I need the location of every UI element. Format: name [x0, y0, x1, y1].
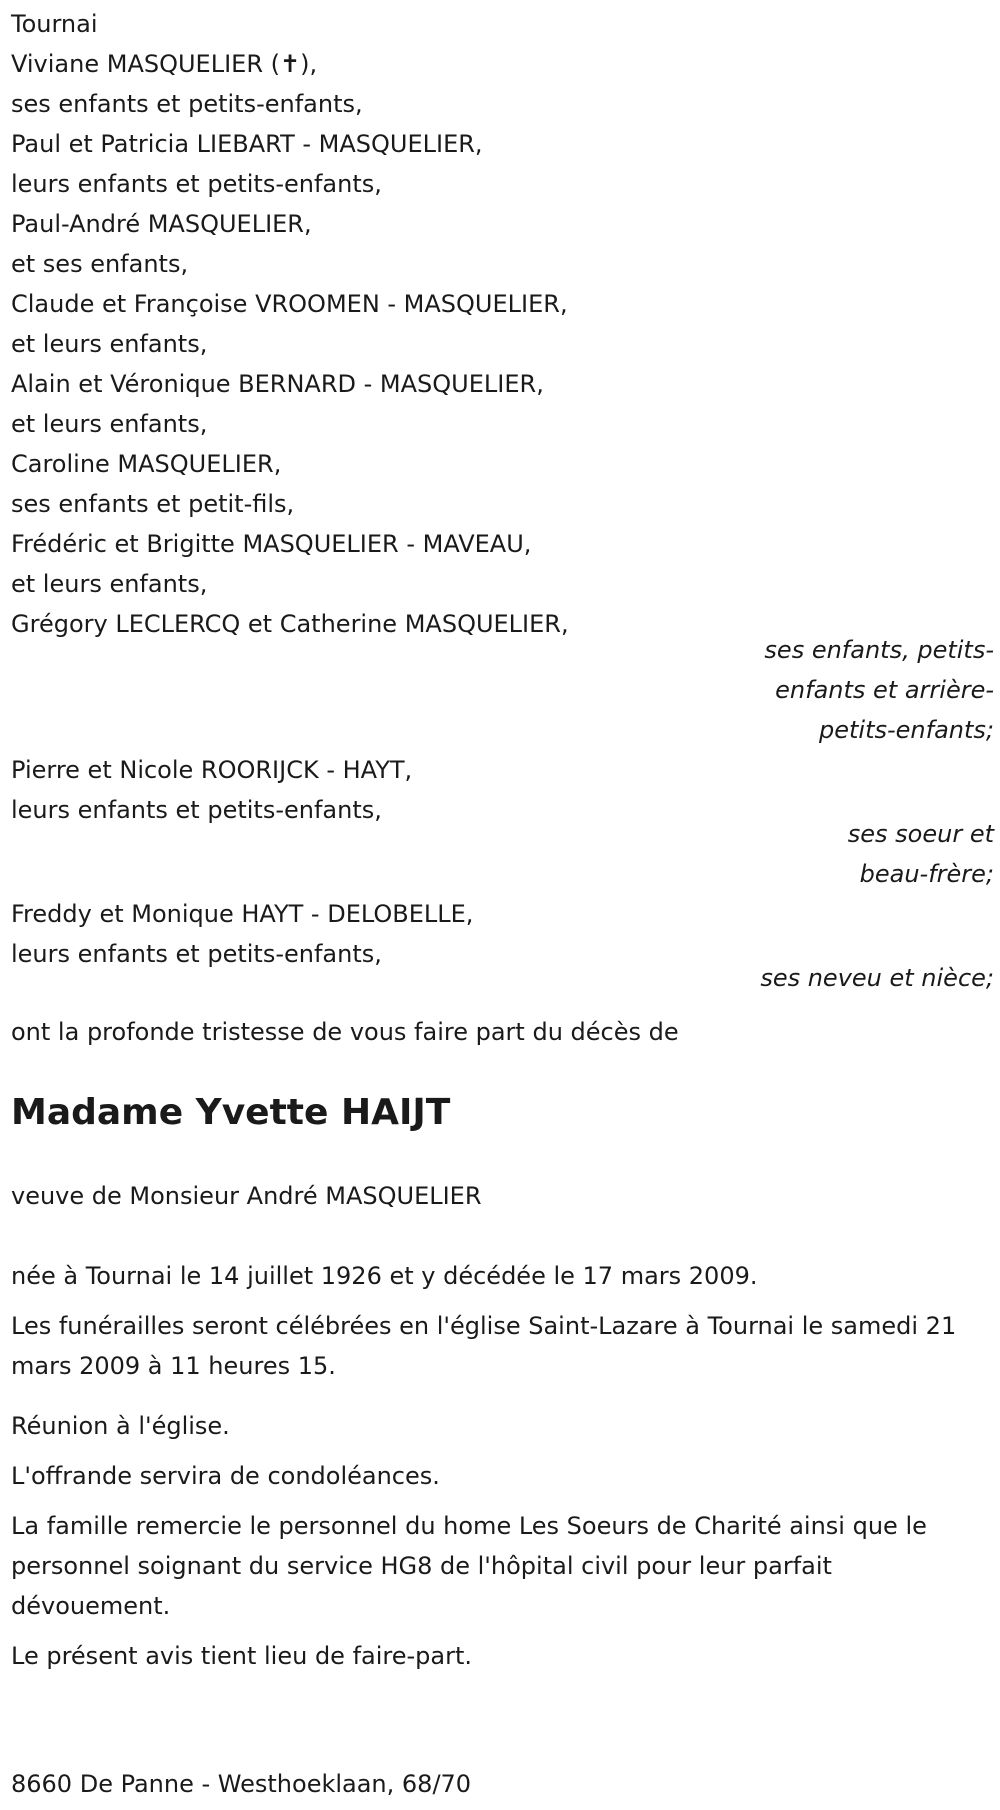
meeting-info: Réunion à l'église.	[11, 1412, 230, 1440]
notice-note: Le présent avis tient lieu de faire-part.	[11, 1642, 473, 1670]
family-line: Frédéric et Brigitte MASQUELIER - MAVEAU,	[11, 530, 532, 558]
family-line: Pierre et Nicole ROORIJCK - HAYT,	[11, 756, 413, 784]
relation-label: beau-frère;	[859, 860, 994, 888]
relation-label: petits-enfants;	[819, 716, 994, 744]
family-line: ses enfants et petit-fils,	[11, 490, 295, 518]
family-line: Claude et Françoise VROOMEN - MASQUELIER,	[11, 290, 568, 318]
family-line: Grégory LECLERCQ et Catherine MASQUELIER,	[11, 610, 569, 638]
family-line: Alain et Véronique BERNARD - MASQUELIER,	[11, 370, 544, 398]
family-line: ses enfants et petits-enfants,	[11, 90, 363, 118]
announcement: ont la profonde tristesse de vous faire part du décès de	[11, 1018, 679, 1046]
family-line: Caroline MASQUELIER,	[11, 450, 282, 478]
family-line: leurs enfants et petits-enfants,	[11, 940, 382, 968]
widow-of: veuve de Monsieur André MASQUELIER	[11, 1182, 482, 1210]
relation-label: enfants et arrière-	[775, 676, 994, 704]
family-line: et leurs enfants,	[11, 570, 208, 598]
funeral-details: Les funérailles seront célébrées en l'église Saint-Lazare à Tournai le samedi 21 mars 2009 à 11 heures 15.	[11, 1312, 957, 1380]
family-line: et leurs enfants,	[11, 330, 208, 358]
family-line: Paul-André MASQUELIER,	[11, 210, 312, 238]
family-line: Paul et Patricia LIEBART - MASQUELIER,	[11, 130, 483, 158]
relation-label: ses neveu et nièce;	[760, 964, 994, 992]
offering-info: L'offrande servira de condoléances.	[11, 1462, 440, 1490]
family-line: Freddy et Monique HAYT - DELOBELLE,	[11, 900, 474, 928]
relation-label: ses soeur et	[847, 820, 994, 848]
family-line: Viviane MASQUELIER (✝),	[11, 50, 318, 78]
birth-death: née à Tournai le 14 juillet 1926 et y décédée le 17 mars 2009.	[11, 1262, 758, 1290]
family-line: et leurs enfants,	[11, 410, 208, 438]
relation-label: ses enfants, petits-	[764, 636, 994, 664]
city: Tournai	[11, 10, 98, 38]
address: 8660 De Panne - Westhoeklaan, 68/70	[11, 1770, 472, 1798]
deceased-name: Madame Yvette HAIJT	[11, 1092, 451, 1133]
family-line: leurs enfants et petits-enfants,	[11, 170, 382, 198]
thanks-paragraph: La famille remercie le personnel du home Les Soeurs de Charité ainsi que le personnel soignant du service HG8 de l'hôpital civil pour leur parfait dévouement.	[11, 1512, 927, 1620]
family-line: et ses enfants,	[11, 250, 189, 278]
family-line: leurs enfants et petits-enfants,	[11, 796, 382, 824]
